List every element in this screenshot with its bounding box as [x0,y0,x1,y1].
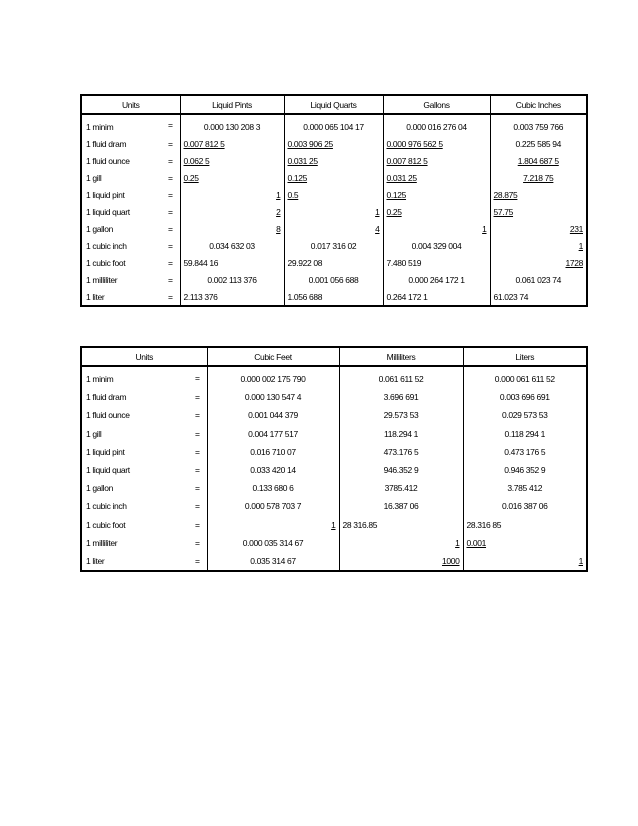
table-row [81,135,587,152]
table-row [81,388,587,406]
unit-label: 1 cubic inch [81,497,188,515]
conversion-table-metric [80,346,588,572]
value-text: 3.785 412 [507,483,543,494]
equals-sign: = [188,516,207,534]
value-text: 0.473 176 5 [504,446,546,457]
value-cell [490,254,587,271]
value-text: 16.387 06 [383,501,419,512]
value-text: 28 316.85 [342,519,378,530]
value-cell [463,443,587,461]
value-text: 231 [569,223,583,234]
value-text: 0.000 002 175 790 [240,374,306,385]
value-text: 0.007 812 5 [386,155,428,166]
value-cell [284,152,383,169]
value-cell [207,479,339,497]
equals-sign: = [161,203,180,220]
value-text: 0.225 585 94 [515,138,561,149]
value-text: 0.003 696 691 [499,392,550,403]
table-row [81,461,587,479]
equals-sign: = [161,152,180,169]
value-cell [284,220,383,237]
value-text: 4 [375,223,380,234]
table-row [81,534,587,552]
equals-sign: = [161,220,180,237]
value-text: 2.113 376 [183,291,218,302]
value-cell [180,288,284,306]
unit-label: 1 liter [81,288,161,306]
value-text: 0.946 352 9 [504,465,546,476]
value-cell [207,552,339,571]
value-text: 28.875 [493,189,518,200]
unit-label: 1 milliliter [81,271,161,288]
value-cell [490,152,587,169]
value-text: 0.000 065 104 17 [303,121,364,132]
value-cell [383,254,490,271]
column-header: Gallons [383,95,490,114]
value-text: 0.016 387 06 [502,501,548,512]
value-cell [284,114,383,135]
value-cell [463,516,587,534]
value-cell [207,534,339,552]
column-header: Units [81,347,207,366]
unit-label: 1 gallon [81,479,188,497]
value-cell [180,254,284,271]
value-cell [383,152,490,169]
equals-sign: = [161,169,180,186]
value-cell [463,534,587,552]
value-text: 0.125 [386,189,407,200]
column-header: Liters [463,347,587,366]
value-cell [207,388,339,406]
value-text: 0.000 016 276 04 [406,121,467,132]
value-text: 1.804 687 5 [517,155,559,166]
value-cell [180,114,284,135]
equals-sign: = [161,186,180,203]
table-row [81,425,587,443]
equals-sign: = [161,254,180,271]
value-cell [490,220,587,237]
value-text: 0.001 044 379 [248,410,298,421]
value-cell [490,169,587,186]
value-cell [180,220,284,237]
value-cell [463,497,587,515]
conversion-table-liquid [80,94,588,307]
value-cell [180,186,284,203]
value-text: 3.696 691 [383,392,419,403]
value-text: 0.118 294 1 [504,428,545,439]
equals-sign: = [188,425,207,443]
value-cell [463,461,587,479]
unit-label: 1 gill [81,169,161,186]
value-text: 0.002 113 376 [207,274,257,285]
value-text: 0.003 759 766 [513,121,564,132]
equals-sign: = [161,135,180,152]
value-cell [180,135,284,152]
equals-sign: = [188,461,207,479]
column-header: Cubic Feet [207,347,339,366]
value-cell [339,461,463,479]
value-cell [383,220,490,237]
value-cell [180,169,284,186]
column-header: Liquid Quarts [284,95,383,114]
table-row [81,203,587,220]
header-row [81,95,587,114]
value-cell [339,443,463,461]
value-cell [284,135,383,152]
unit-label: 1 gill [81,425,188,443]
value-text: 1 [455,537,460,548]
value-cell [383,114,490,135]
equals-sign: = [161,271,180,288]
value-cell [383,169,490,186]
unit-label: 1 liquid quart [81,461,188,479]
value-text: 0.062 5 [183,155,210,166]
value-cell [383,237,490,254]
value-text: 28.316 85 [466,519,502,530]
equals-sign: = [188,406,207,424]
value-cell [490,288,587,306]
equals-sign: = [188,388,207,406]
value-text: 0.035 314 67 [250,555,296,566]
value-cell [490,271,587,288]
value-text: 1 [482,223,487,234]
unit-label: 1 liter [81,552,188,571]
table-row [81,220,587,237]
value-cell [463,479,587,497]
unit-label: 1 fluid ounce [81,152,161,169]
value-text: 0.5 [287,189,299,200]
value-text: 0.004 329 004 [411,240,462,251]
table-row [81,288,587,306]
value-text: 7.218 75 [523,172,554,183]
table-row [81,254,587,271]
equals-sign: = [188,443,207,461]
value-text: 1728 [565,257,583,268]
value-cell [383,288,490,306]
unit-label: 1 liquid quart [81,203,161,220]
value-text: 1000 [441,555,460,566]
value-cell [490,186,587,203]
value-text: 0.000 130 547 4 [244,392,302,403]
value-text: 0.133 680 6 [252,483,294,494]
value-text: 0.033 420 14 [250,465,296,476]
value-text: 0.061 023 74 [515,274,561,285]
value-text: 946.352 9 [383,465,419,476]
value-text: 0.000 264 172 1 [408,274,465,285]
value-text: 1 [276,189,281,200]
table-body [81,347,587,571]
value-cell [284,271,383,288]
column-header: Units [81,95,180,114]
value-text: 0.004 177 517 [248,428,298,439]
value-text: 0.125 [287,172,308,183]
value-cell [284,288,383,306]
value-text: 29.922 08 [287,257,323,268]
value-text: 0.25 [183,172,199,183]
value-cell [207,366,339,388]
value-text: 118.294 1 [383,428,419,439]
value-cell [207,497,339,515]
value-cell [490,203,587,220]
value-cell [490,237,587,254]
unit-label: 1 minim [81,114,161,135]
value-text: 0.25 [386,206,402,217]
unit-label: 1 fluid ounce [81,406,188,424]
value-cell [463,406,587,424]
value-cell [284,237,383,254]
value-text: 0.000 035 314 67 [242,537,304,548]
table-row [81,552,587,571]
value-cell [490,135,587,152]
table-row [81,443,587,461]
value-text: 29.573 53 [383,410,419,421]
value-cell [284,254,383,271]
value-cell [207,461,339,479]
unit-label: 1 minim [81,366,188,388]
value-text: 59.844 16 [183,257,219,268]
value-text: 1 [578,555,583,566]
value-text: 0.001 [466,537,487,548]
column-header: Cubic Inches [490,95,587,114]
unit-label: 1 fluid dram [81,135,161,152]
value-cell [207,516,339,534]
table-row [81,406,587,424]
table-row [81,479,587,497]
value-cell [339,534,463,552]
value-cell [383,135,490,152]
value-text: 0.000 578 703 7 [244,501,302,512]
value-cell [463,366,587,388]
value-text: 0.031 25 [287,155,318,166]
value-text: 0.029 573 53 [502,410,548,421]
unit-label: 1 cubic foot [81,254,161,271]
value-cell [207,443,339,461]
value-text: 1 [375,206,380,217]
value-cell [339,388,463,406]
value-text: 0.031 25 [386,172,417,183]
value-cell [383,271,490,288]
table-row [81,366,587,388]
table-row [81,152,587,169]
value-cell [284,203,383,220]
value-cell [383,203,490,220]
value-text: 1 [331,519,336,530]
value-cell [180,152,284,169]
equals-sign: = [161,237,180,254]
value-text: 0.001 056 688 [308,274,359,285]
value-text: 0.000 061 611 52 [494,374,555,385]
value-cell [463,388,587,406]
value-text: 61.023 74 [493,291,529,302]
table-row [81,186,587,203]
table-row [81,516,587,534]
unit-label: 1 liquid pint [81,186,161,203]
value-cell [180,271,284,288]
table-row [81,497,587,515]
value-text: 0.016 710 07 [250,446,296,457]
value-cell [180,203,284,220]
value-text: 7.480 519 [386,257,422,268]
header-row [81,347,587,366]
value-cell [339,516,463,534]
value-cell [207,406,339,424]
value-text: 0.061 611 52 [378,374,424,385]
value-cell [339,552,463,571]
value-cell [207,425,339,443]
value-text: 3785.412 [384,483,418,494]
value-text: 57.75 [493,206,514,217]
table-row [81,271,587,288]
value-text: 0.007 812 5 [183,138,225,149]
equals-sign: = [161,114,180,135]
value-text: 0.017 316 02 [310,240,357,251]
value-cell [284,169,383,186]
column-header: Liquid Pints [180,95,284,114]
unit-label: 1 cubic inch [81,237,161,254]
value-cell [383,186,490,203]
value-text: 0.000 130 208 3 [203,121,261,132]
unit-label: 1 liquid pint [81,443,188,461]
value-text: 2 [276,206,281,217]
value-text: 1 [578,240,583,251]
table-body [81,95,587,306]
value-cell [339,406,463,424]
equals-sign: = [188,479,207,497]
table-row [81,114,587,135]
table-row [81,237,587,254]
value-cell [490,114,587,135]
unit-label: 1 fluid dram [81,388,188,406]
value-cell [284,186,383,203]
equals-sign: = [188,534,207,552]
equals-sign: = [188,366,207,388]
value-text: 0.003 906 25 [287,138,333,149]
column-header: Milliliters [339,347,463,366]
value-cell [180,237,284,254]
value-cell [339,479,463,497]
unit-label: 1 gallon [81,220,161,237]
value-text: 1.056 688 [287,291,323,302]
equals-sign: = [188,552,207,571]
equals-sign: = [188,497,207,515]
value-cell [339,497,463,515]
unit-label: 1 milliliter [81,534,188,552]
value-text: 0.000 976 562 5 [386,138,443,149]
value-cell [463,425,587,443]
table-row [81,169,587,186]
value-text: 473.176 5 [383,446,419,457]
value-cell [339,425,463,443]
value-text: 8 [276,223,281,234]
equals-sign: = [161,288,180,306]
value-cell [339,366,463,388]
value-text: 0.034 632 03 [209,240,255,251]
value-text: 0.264 172 1 [386,291,428,302]
unit-label: 1 cubic foot [81,516,188,534]
value-cell [463,552,587,571]
